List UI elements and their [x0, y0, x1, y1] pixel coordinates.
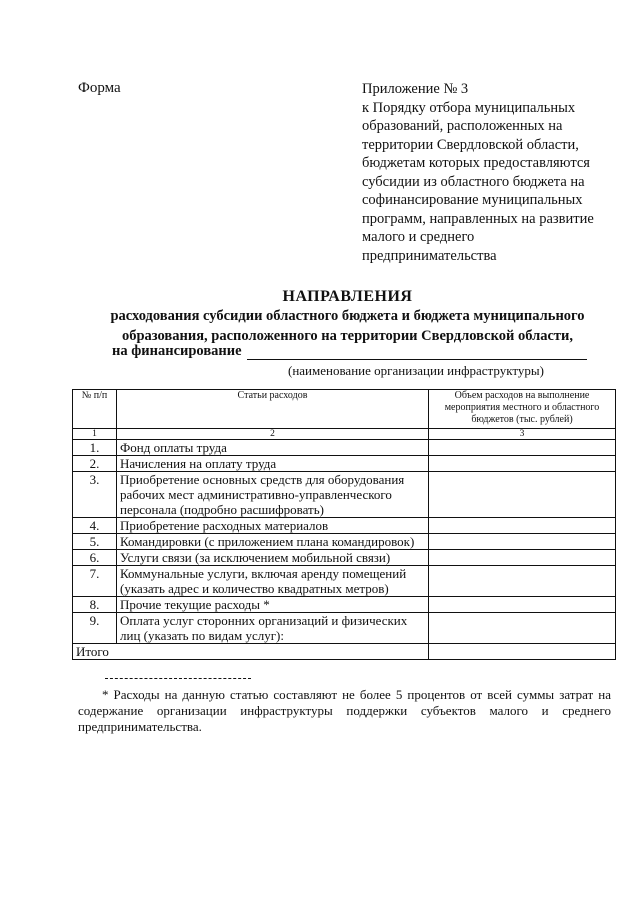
table-index-row — [73, 429, 616, 440]
row-number: 7. — [73, 566, 117, 597]
appendix-line: бюджетам которых предоставляются — [362, 155, 590, 171]
row-expense-name: Приобретение основных средств для оборудования рабочих мест административно-управленческого персонала (подробно расшифровать) — [117, 472, 429, 518]
row-expense-name: Фонд оплаты труда — [117, 440, 429, 456]
total-label: Итого — [73, 644, 429, 660]
header-amount: Объем расходов на выполнение мероприятия местного и областного бюджетов (тыс. рублей) — [429, 390, 616, 429]
row-number: 2. — [73, 456, 117, 472]
row-expense-name: Услуги связи (за исключением мобильной связи) — [117, 550, 429, 566]
row-expense-name: Начисления на оплату труда — [117, 456, 429, 472]
header-number: № п/п — [73, 390, 117, 429]
appendix-line: софинансирование муниципальных — [362, 192, 583, 208]
footnote-divider — [105, 678, 251, 679]
row-amount — [429, 550, 616, 566]
appendix-line: предпринимательства — [362, 247, 497, 264]
appendix-line: к Порядку отбора муниципальных — [362, 99, 576, 116]
table-header-row — [73, 390, 616, 429]
total-amount — [429, 644, 616, 660]
row-number: 8. — [73, 597, 117, 613]
row-expense-name: Прочие текущие расходы * — [117, 597, 429, 613]
row-amount — [429, 566, 616, 597]
organization-blank-line — [247, 359, 587, 360]
header-expense-items: Статьи расходов — [117, 390, 429, 429]
footnote-text: * Расходы на данную статью составляют не более 5 процентов от всей суммы затрат на содержание организации инфраструктуры поддержки субъектов малого и среднего предпринимательства. — [78, 687, 611, 734]
appendix-line: малого и среднего — [362, 229, 475, 245]
row-amount — [429, 597, 616, 613]
row-number: 6. — [73, 550, 117, 566]
row-amount — [429, 440, 616, 456]
appendix-line: программ, направленных на развитие — [362, 210, 594, 227]
table-row — [73, 534, 616, 550]
table-row — [73, 613, 616, 644]
row-number: 9. — [73, 613, 117, 644]
index-cell: 1 — [73, 429, 117, 440]
appendix-block — [362, 80, 612, 265]
footnote — [78, 687, 611, 735]
appendix-line: субсидии из областного бюджета на — [362, 173, 585, 190]
row-expense-name: Приобретение расходных материалов — [117, 518, 429, 534]
title-main: НАПРАВЛЕНИЯ — [282, 288, 413, 305]
row-number: 1. — [73, 440, 117, 456]
row-amount — [429, 613, 616, 644]
appendix-line: территории Свердловской области, — [362, 136, 579, 153]
row-amount — [429, 534, 616, 550]
form-label: Форма — [78, 80, 121, 96]
organization-caption: (наименование организации инфраструктуры) — [288, 363, 544, 378]
row-number: 3. — [73, 472, 117, 518]
table-row — [73, 518, 616, 534]
row-number: 4. — [73, 518, 117, 534]
row-expense-name: Командировки (с приложением плана командировок) — [117, 534, 429, 550]
document-title — [70, 288, 625, 346]
appendix-line: Приложение № 3 — [362, 81, 469, 97]
row-expense-name: Оплата услуг сторонних организаций и физических лиц (указать по видам услуг): — [117, 613, 429, 644]
table-total-row — [73, 644, 616, 660]
table-row — [73, 456, 616, 472]
table-row — [73, 597, 616, 613]
row-number: 5. — [73, 534, 117, 550]
title-line: расходования субсидии областного бюджета и бюджета муниципального — [110, 308, 585, 324]
appendix-line: образований, расположенных на — [362, 118, 563, 134]
row-expense-name: Коммунальные услуги, включая аренду помещений (указать адрес и количество квадратных метров) — [117, 566, 429, 597]
table-row — [73, 440, 616, 456]
row-amount — [429, 456, 616, 472]
table-row — [73, 472, 616, 518]
row-amount — [429, 472, 616, 518]
index-cell: 2 — [117, 429, 429, 440]
index-cell: 3 — [429, 429, 616, 440]
financing-label: на финансирование — [112, 343, 242, 359]
table-row — [73, 566, 616, 597]
row-amount — [429, 518, 616, 534]
table-row — [73, 550, 616, 566]
title-line: образования, расположенного на территории Свердловской области, — [121, 328, 574, 344]
expense-table — [72, 389, 616, 660]
